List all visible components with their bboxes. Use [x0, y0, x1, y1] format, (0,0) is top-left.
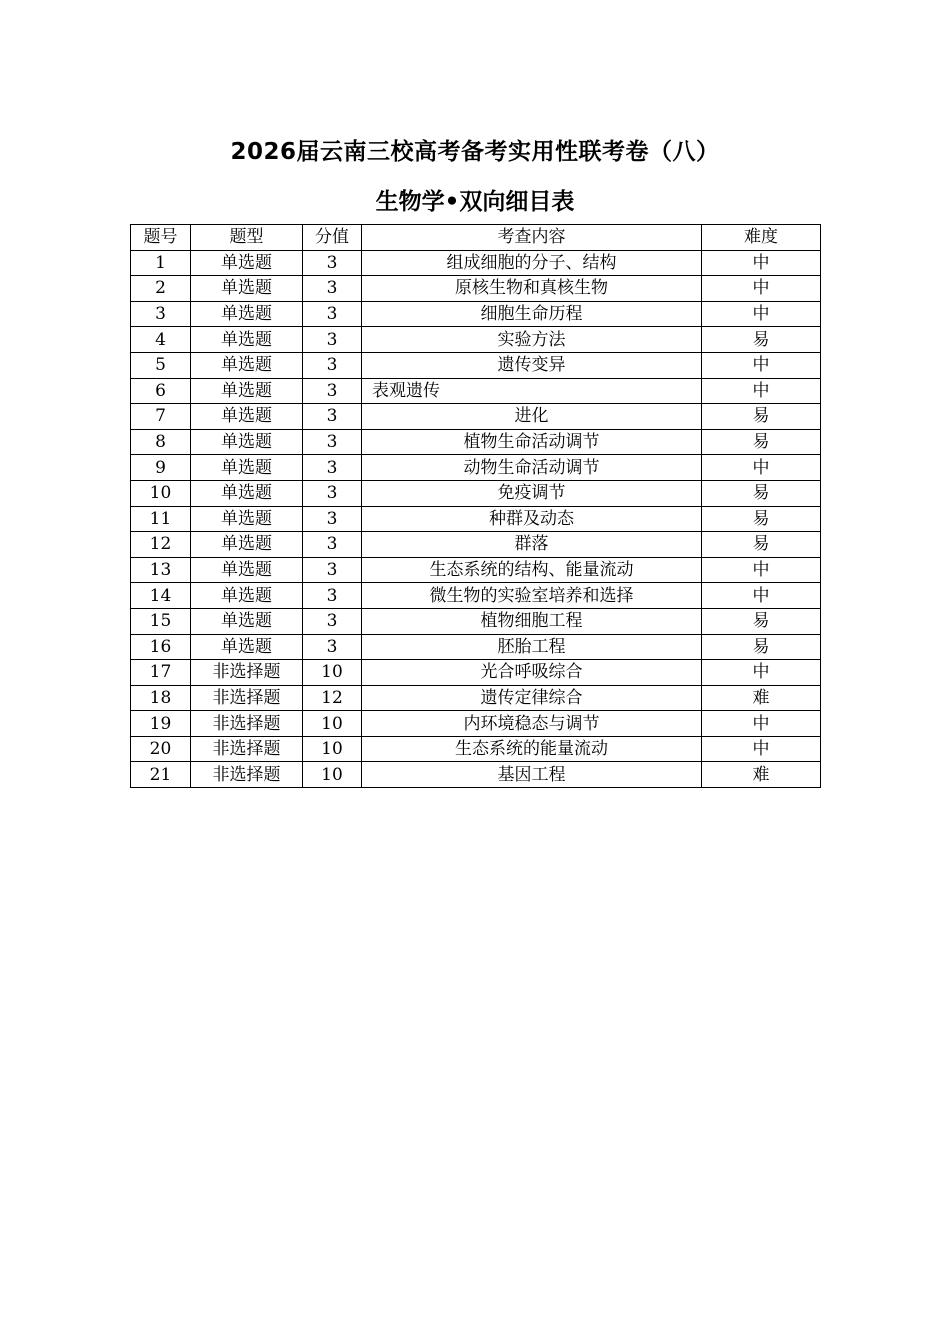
cell-question-type: 单选题	[191, 404, 303, 430]
cell-difficulty: 易	[702, 327, 821, 353]
cell-score: 10	[303, 762, 362, 788]
cell-difficulty: 中	[702, 736, 821, 762]
cell-content: 遗传变异	[362, 352, 702, 378]
cell-question-no: 9	[131, 455, 191, 481]
cell-question-no: 2	[131, 276, 191, 302]
cell-question-no: 13	[131, 557, 191, 583]
cell-score: 3	[303, 404, 362, 430]
table-row	[131, 762, 821, 788]
cell-content: 表观遗传	[362, 378, 702, 404]
cell-difficulty: 易	[702, 404, 821, 430]
cell-score: 3	[303, 378, 362, 404]
cell-question-no: 3	[131, 301, 191, 327]
cell-question-no: 10	[131, 480, 191, 506]
cell-content: 原核生物和真核生物	[362, 276, 702, 302]
cell-score: 3	[303, 634, 362, 660]
cell-content: 动物生命活动调节	[362, 455, 702, 481]
table-row	[131, 736, 821, 762]
cell-difficulty: 中	[702, 711, 821, 737]
cell-score: 10	[303, 711, 362, 737]
table-row	[131, 276, 821, 302]
cell-score: 3	[303, 506, 362, 532]
document-subtitle: 生物学•双向细目表	[375, 189, 575, 215]
cell-content: 免疫调节	[362, 480, 702, 506]
header-score: 分值	[303, 225, 362, 251]
table-row	[131, 608, 821, 634]
header-difficulty: 难度	[702, 225, 821, 251]
cell-content: 光合呼吸综合	[362, 660, 702, 686]
table-row	[131, 250, 821, 276]
cell-question-no: 1	[131, 250, 191, 276]
cell-content: 植物细胞工程	[362, 608, 702, 634]
cell-content: 进化	[362, 404, 702, 430]
cell-difficulty: 中	[702, 557, 821, 583]
cell-question-no: 16	[131, 634, 191, 660]
cell-question-no: 4	[131, 327, 191, 353]
cell-score: 10	[303, 660, 362, 686]
cell-question-no: 21	[131, 762, 191, 788]
cell-difficulty: 易	[702, 532, 821, 558]
table-row	[131, 711, 821, 737]
cell-question-no: 19	[131, 711, 191, 737]
cell-question-type: 单选题	[191, 327, 303, 353]
cell-content: 植物生命活动调节	[362, 429, 702, 455]
cell-difficulty: 难	[702, 685, 821, 711]
cell-score: 3	[303, 327, 362, 353]
cell-question-no: 7	[131, 404, 191, 430]
cell-score: 3	[303, 608, 362, 634]
cell-question-no: 15	[131, 608, 191, 634]
table-row	[131, 378, 821, 404]
cell-difficulty: 中	[702, 301, 821, 327]
cell-difficulty: 易	[702, 429, 821, 455]
table-row	[131, 301, 821, 327]
table-row	[131, 429, 821, 455]
cell-score: 3	[303, 276, 362, 302]
cell-content: 生态系统的结构、能量流动	[362, 557, 702, 583]
table-row	[131, 404, 821, 430]
cell-difficulty: 中	[702, 455, 821, 481]
cell-score: 10	[303, 736, 362, 762]
cell-content: 微生物的实验室培养和选择	[362, 583, 702, 609]
table-row	[131, 660, 821, 686]
cell-score: 3	[303, 557, 362, 583]
cell-question-no: 18	[131, 685, 191, 711]
cell-question-no: 20	[131, 736, 191, 762]
cell-question-type: 非选择题	[191, 660, 303, 686]
cell-score: 3	[303, 352, 362, 378]
cell-question-type: 单选题	[191, 301, 303, 327]
cell-score: 3	[303, 583, 362, 609]
table-row	[131, 352, 821, 378]
cell-score: 3	[303, 429, 362, 455]
cell-difficulty: 中	[702, 250, 821, 276]
cell-question-type: 单选题	[191, 455, 303, 481]
cell-content: 遗传定律综合	[362, 685, 702, 711]
cell-question-type: 单选题	[191, 608, 303, 634]
cell-difficulty: 难	[702, 762, 821, 788]
cell-question-type: 非选择题	[191, 762, 303, 788]
cell-question-type: 单选题	[191, 429, 303, 455]
cell-question-no: 14	[131, 583, 191, 609]
table-row	[131, 532, 821, 558]
cell-difficulty: 中	[702, 276, 821, 302]
cell-content: 组成细胞的分子、结构	[362, 250, 702, 276]
cell-question-type: 单选题	[191, 352, 303, 378]
cell-question-type: 单选题	[191, 276, 303, 302]
cell-difficulty: 中	[702, 352, 821, 378]
cell-question-type: 单选题	[191, 583, 303, 609]
cell-question-type: 单选题	[191, 250, 303, 276]
cell-question-no: 6	[131, 378, 191, 404]
header-question-no: 题号	[131, 225, 191, 251]
cell-question-type: 单选题	[191, 532, 303, 558]
cell-question-type: 非选择题	[191, 685, 303, 711]
cell-question-type: 单选题	[191, 557, 303, 583]
cell-question-no: 17	[131, 660, 191, 686]
table-row	[131, 583, 821, 609]
cell-content: 基因工程	[362, 762, 702, 788]
cell-content: 内环境稳态与调节	[362, 711, 702, 737]
document-title: 2026届云南三校高考备考实用性联考卷（八）	[230, 139, 720, 165]
table-row	[131, 685, 821, 711]
cell-difficulty: 中	[702, 583, 821, 609]
cell-difficulty: 中	[702, 660, 821, 686]
table-row	[131, 480, 821, 506]
cell-score: 3	[303, 301, 362, 327]
cell-content: 生态系统的能量流动	[362, 736, 702, 762]
cell-difficulty: 易	[702, 608, 821, 634]
table-row	[131, 506, 821, 532]
cell-content: 细胞生命历程	[362, 301, 702, 327]
cell-question-type: 单选题	[191, 480, 303, 506]
cell-content: 群落	[362, 532, 702, 558]
cell-question-type: 单选题	[191, 378, 303, 404]
specification-table	[130, 224, 821, 788]
cell-difficulty: 易	[702, 480, 821, 506]
cell-score: 3	[303, 532, 362, 558]
cell-question-no: 11	[131, 506, 191, 532]
table-row	[131, 634, 821, 660]
cell-score: 12	[303, 685, 362, 711]
cell-question-type: 单选题	[191, 506, 303, 532]
header-question-type: 题型	[191, 225, 303, 251]
cell-score: 3	[303, 250, 362, 276]
cell-question-no: 5	[131, 352, 191, 378]
cell-difficulty: 中	[702, 378, 821, 404]
cell-question-type: 非选择题	[191, 736, 303, 762]
cell-difficulty: 易	[702, 634, 821, 660]
table-row	[131, 455, 821, 481]
table-body	[131, 250, 821, 787]
cell-question-type: 非选择题	[191, 711, 303, 737]
cell-difficulty: 易	[702, 506, 821, 532]
cell-question-type: 单选题	[191, 634, 303, 660]
table-row	[131, 327, 821, 353]
cell-content: 胚胎工程	[362, 634, 702, 660]
table-row	[131, 557, 821, 583]
table-header-row	[131, 225, 821, 251]
cell-content: 实验方法	[362, 327, 702, 353]
cell-question-no: 12	[131, 532, 191, 558]
header-content: 考查内容	[362, 225, 702, 251]
cell-question-no: 8	[131, 429, 191, 455]
cell-score: 3	[303, 480, 362, 506]
cell-content: 种群及动态	[362, 506, 702, 532]
cell-score: 3	[303, 455, 362, 481]
